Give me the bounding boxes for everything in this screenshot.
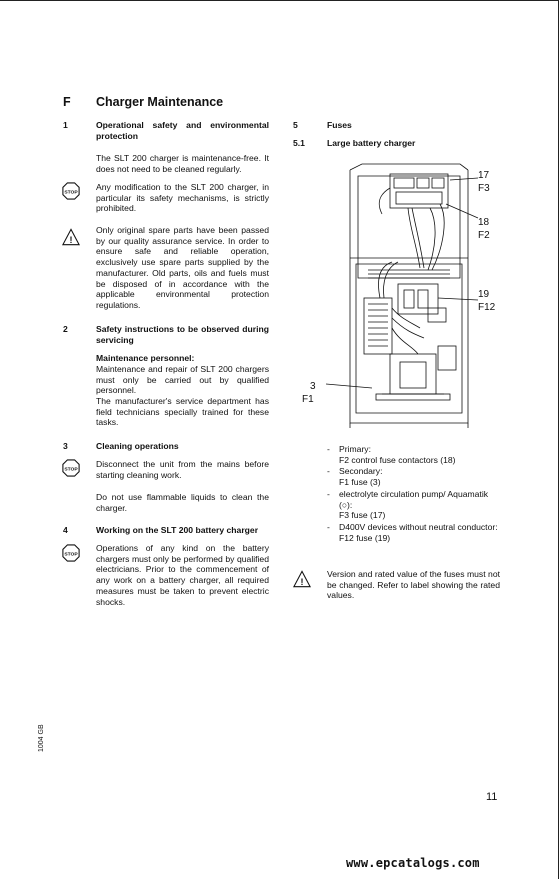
footer-url[interactable]: www.epcatalogs.com [346, 856, 480, 870]
list-item-label: D400V devices without neutral conductor: [339, 521, 498, 532]
stop-icon [62, 544, 80, 562]
page-title: Charger Maintenance [96, 95, 224, 109]
callout-f12: F12 [478, 302, 496, 313]
section-4-paragraph-1: Operations of any kind on the battery chargers must only be performed by qualified electricians. Prior to the commencement of any work on a battery charger, all required measures must be taken to prevent electric shocks. [96, 543, 269, 607]
callout-f1: F1 [302, 394, 314, 405]
top-border [0, 0, 559, 1]
list-item-value: F3 fuse (17) [339, 510, 386, 521]
svg-text:STOP: STOP [64, 552, 78, 558]
svg-text:!: ! [300, 576, 304, 587]
section-3-paragraph-2: Do not use flammable liquids to clean the charger. [96, 492, 269, 513]
section-2-number: 2 [63, 324, 68, 334]
section-2-title: Safety instructions to be observed during servicing [96, 324, 269, 345]
list-item-label: Primary: [339, 444, 371, 454]
callout-f3: F3 [478, 183, 490, 194]
list-item [327, 466, 500, 487]
section-5-title: Fuses [327, 120, 352, 130]
document-code: 1004 GB [38, 724, 45, 752]
section-1-title: Operational safety and environmental protection [96, 120, 269, 141]
svg-text:STOP: STOP [64, 190, 78, 196]
section-3-title: Cleaning operations [96, 441, 179, 451]
maintenance-personnel-heading: Maintenance personnel: [96, 353, 195, 363]
section-1-number: 1 [63, 120, 68, 130]
warning-triangle-icon [293, 570, 311, 588]
charger-fuse-diagram [320, 158, 500, 430]
fuse-warning-text: Version and rated value of the fuses must not be changed. Refer to label showing the rated values. [327, 569, 500, 601]
warning-triangle-icon [62, 228, 80, 246]
stop-icon [62, 182, 80, 200]
list-item [327, 522, 500, 543]
list-item-label: Secondary: [339, 466, 383, 477]
list-item [327, 444, 500, 465]
section-1-paragraph-3: Only original spare parts have been passed by our quality assurance service. In order to ensure safe and reliable operation, exclusively use spare parts supplied by the manufacturer. Old parts, oils and fuels must be disposed of in accordance with the applicable environmental protection regulations. [96, 225, 269, 310]
list-item [327, 489, 500, 521]
list-item-value: F1 fuse (3) [339, 477, 381, 488]
section-5-1-title: Large battery charger [327, 138, 416, 148]
svg-text:STOP: STOP [64, 467, 78, 473]
stop-icon [62, 459, 80, 477]
callout-f2: F2 [478, 230, 490, 241]
callout-17: 17 [478, 170, 490, 181]
section-4-title: Working on the SLT 200 battery charger [96, 525, 259, 535]
callout-18: 18 [478, 217, 490, 228]
section-3-number: 3 [63, 441, 68, 451]
svg-text:!: ! [69, 234, 73, 245]
section-3-paragraph-1: Disconnect the unit from the mains before starting cleaning work. [96, 459, 269, 480]
list-item-label: electrolyte circulation pump/ Aquamatik (○): [339, 488, 489, 510]
section-1-paragraph-2: Any modification to the SLT 200 charger, in particular its safety mechanisms, is strictly prohibited. [96, 182, 269, 214]
callout-19: 19 [478, 289, 490, 300]
section-5-number: 5 [293, 120, 298, 130]
section-letter: F [63, 95, 71, 109]
section-2-paragraph-1: Maintenance and repair of SLT 200 chargers must only be carried out by qualified personnel. [96, 364, 269, 396]
section-2-paragraph-2: The manufacturer's service department has field technicians specially trained for these tasks. [96, 396, 269, 428]
section-4-number: 4 [63, 525, 68, 535]
section-1-paragraph-1: The SLT 200 charger is maintenance-free. It does not need to be cleaned regularly. [96, 153, 269, 174]
list-item-value: F2 control fuse contactors (18) [339, 454, 456, 465]
callout-3: 3 [310, 381, 316, 392]
page-number: 11 [486, 791, 498, 803]
list-item-value: F12 fuse (19) [339, 532, 391, 543]
section-5-1-number: 5.1 [293, 138, 305, 148]
fuse-list [327, 444, 500, 543]
